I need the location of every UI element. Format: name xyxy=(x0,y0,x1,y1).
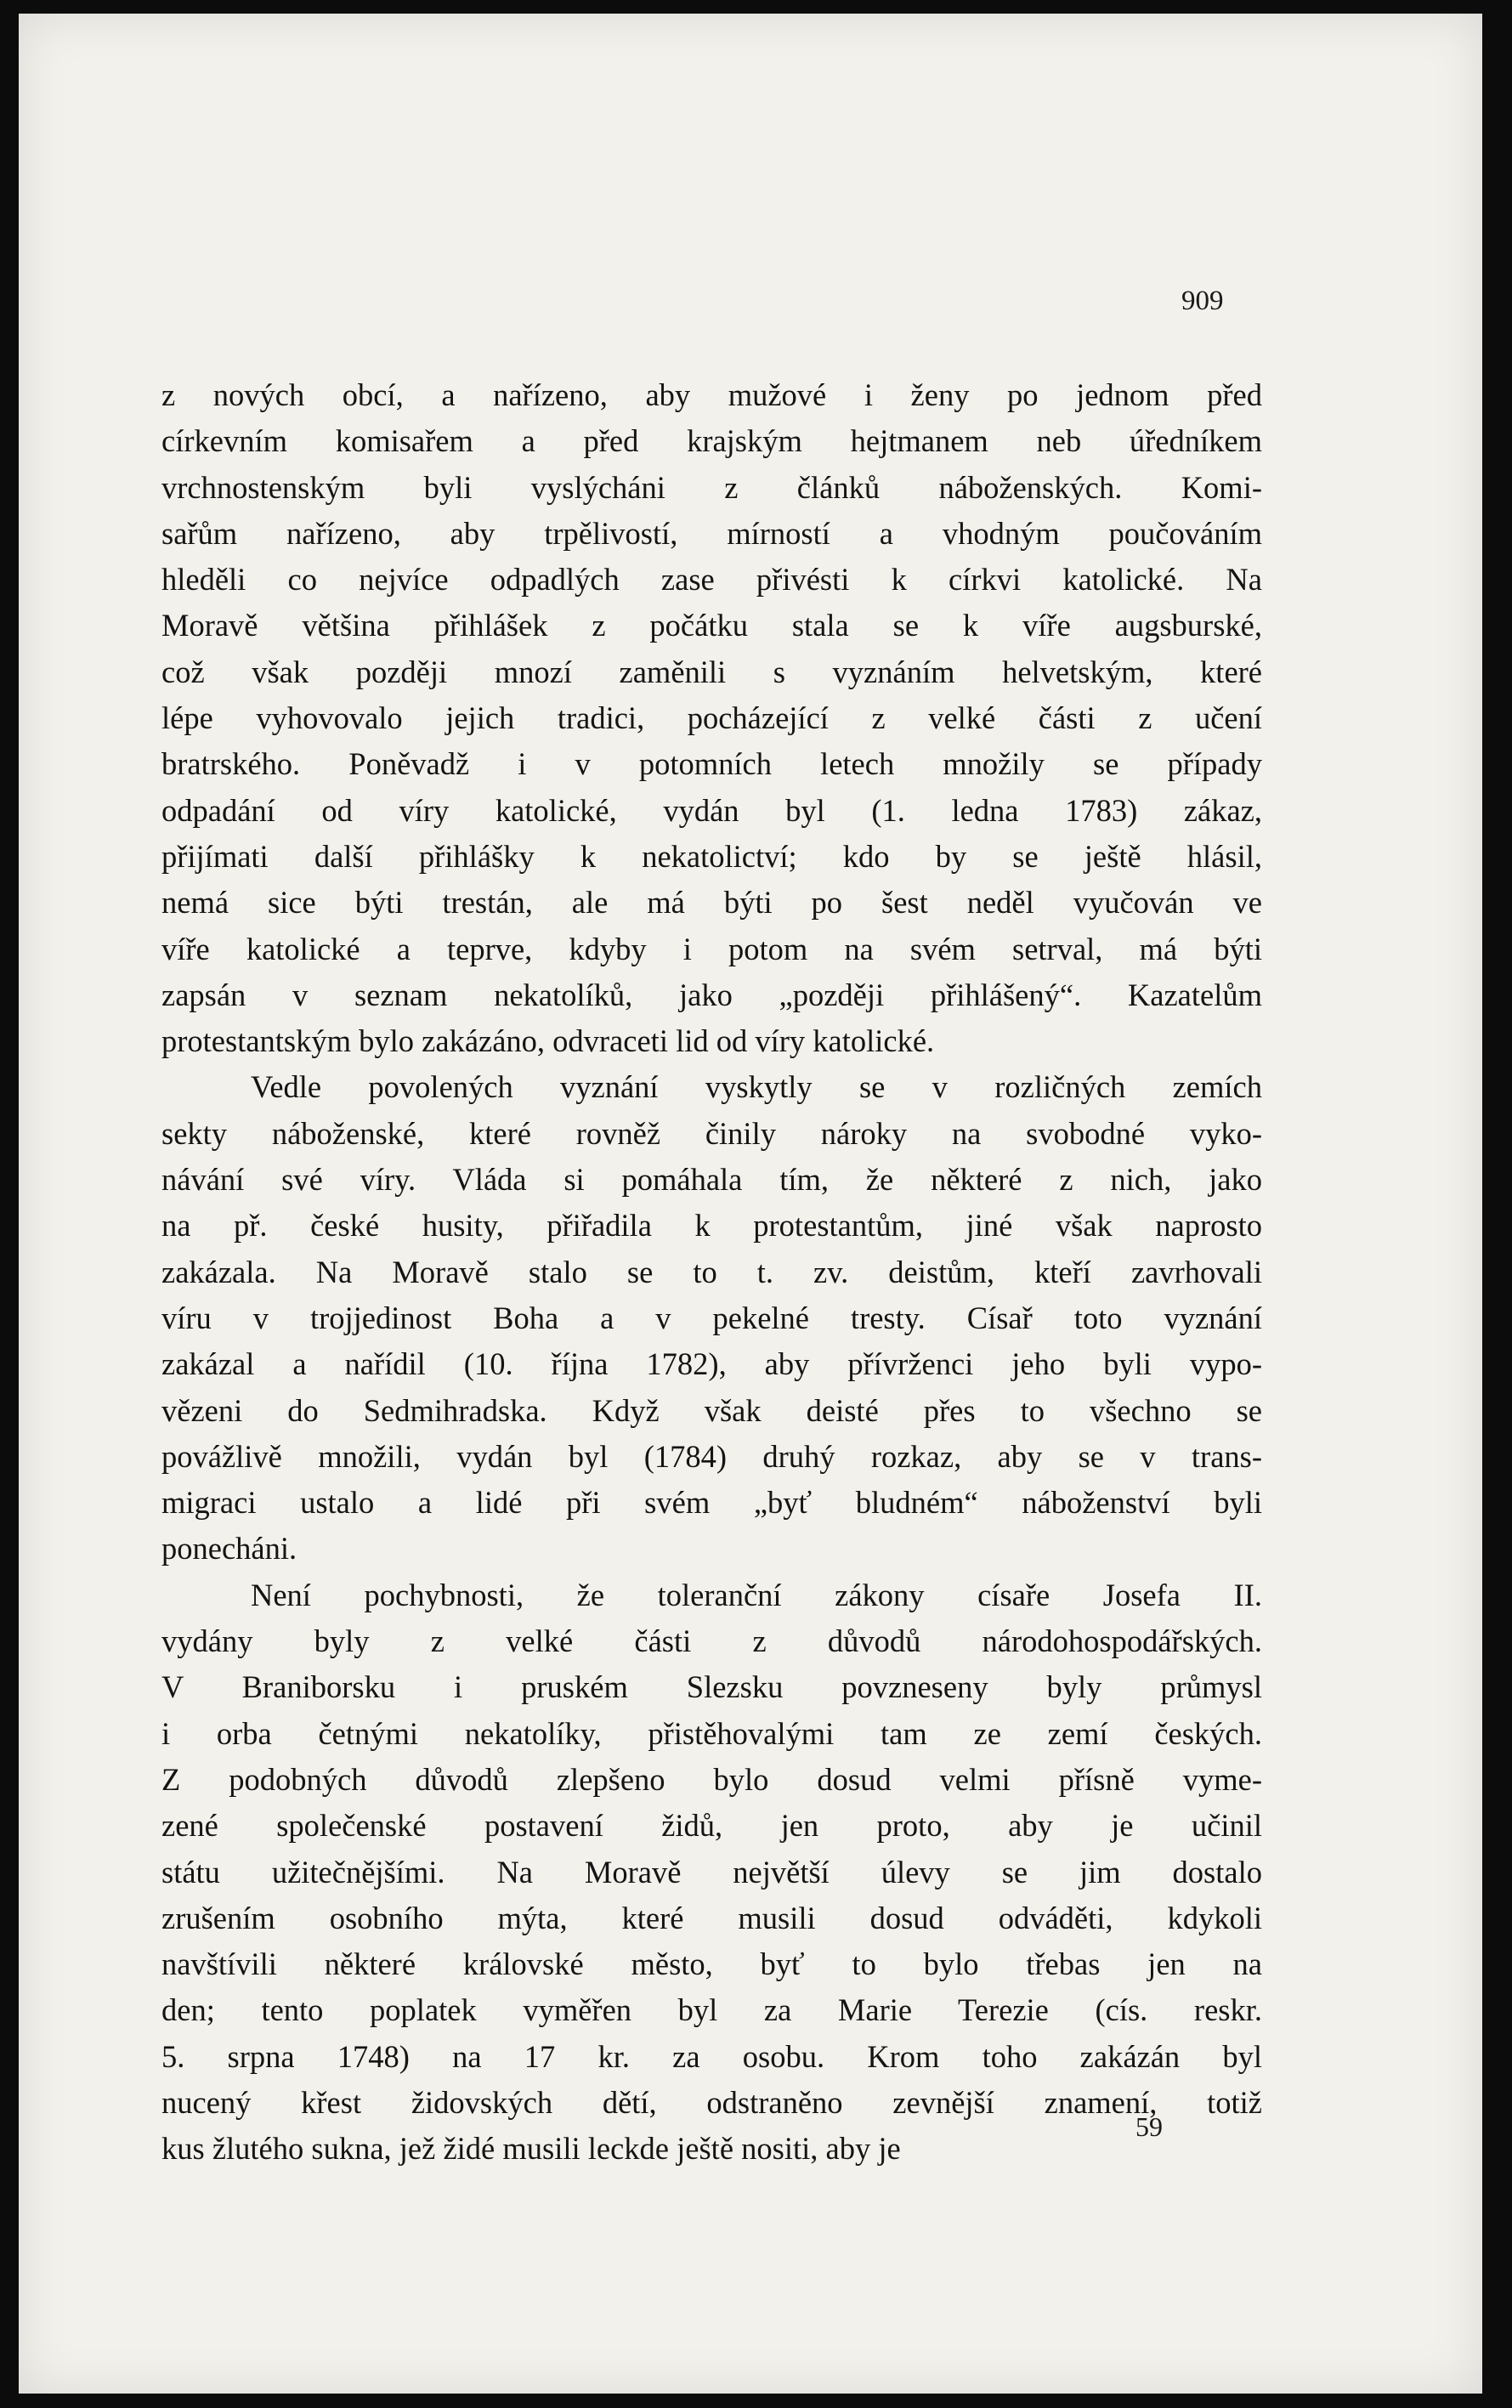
text-line: sekty náboženské, které rovněž činily nároky na svobodné vyko- xyxy=(161,1115,1262,1151)
text-line: vrchnostenským byli vyslýcháni z článků náboženských. Komi- xyxy=(161,469,1262,505)
text-line: povážlivě množili, vydán byl (1784) druhý rozkaz, aby se v trans- xyxy=(161,1438,1262,1474)
text-line: lépe vyhovovalo jejich tradici, pocházející z velké části z učení xyxy=(161,700,1262,736)
text-line: Moravě většina přihlášek z počátku stala se k víře augsburské, xyxy=(161,608,1262,643)
text-line: Z podobných důvodů zlepšeno bylo dosud velmi přísně vyme- xyxy=(161,1761,1262,1797)
paragraph xyxy=(161,1064,1262,1572)
text-line: kus žlutého sukna, jež židé musili leckde ještě nositi, aby je xyxy=(161,2131,901,2167)
page-number: 909 xyxy=(1181,286,1224,316)
signature-mark: 59 xyxy=(1135,2111,1163,2142)
text-line: hleděli co nejvíce odpadlých zase přivésti k církvi katolické. Na xyxy=(161,562,1262,598)
text-line: vězeni do Sedmihradska. Když však deisté přes to všechno se xyxy=(161,1392,1262,1428)
text-line: víru v trojjedinost Boha a v pekelné tresty. Císař toto vyznání xyxy=(161,1300,1262,1335)
paragraph xyxy=(161,372,1262,1064)
text-line: vydány byly z velké části z důvodů národohospodářských. xyxy=(161,1623,1262,1659)
text-line: zapsán v seznam nekatolíků, jako „později přihlášený“. Kazatelům xyxy=(161,977,1262,1012)
text-line: zakázal a nařídil (10. října 1782), aby přívrženci jeho byli vypo- xyxy=(161,1346,1262,1382)
text-line: ponecháni. xyxy=(161,1531,297,1567)
text-line: i orba četnými nekatolíky, přistěhovalými tam ze zemí českých. xyxy=(161,1715,1262,1751)
text-line: návání své víry. Vláda si pomáhala tím, že některé z nich, jako xyxy=(161,1162,1262,1198)
text-line: bratrského. Poněvadž i v potomních letech množily se případy xyxy=(161,746,1262,782)
text-line: na př. české husity, přiřadila k protestantům, jiné však naprosto xyxy=(161,1208,1262,1244)
text-line: přijímati další přihlášky k nekatolictví; kdo by se ještě hlásil, xyxy=(161,838,1262,874)
book-page xyxy=(19,14,1482,2394)
paragraph xyxy=(161,1572,1262,2173)
text-line: což však později mnozí zaměnili s vyznáním helvetským, které xyxy=(161,654,1262,689)
body-text xyxy=(161,372,1262,2173)
text-line: migraci ustalo a lidé při svém „byť bludném“ náboženství byli xyxy=(161,1485,1262,1521)
text-line: protestantským bylo zakázáno, odvraceti lid od víry katolické. xyxy=(161,1023,935,1059)
text-line: z nových obcí, a nařízeno, aby mužové i ženy po jednom před xyxy=(161,377,1262,412)
text-line: státu užitečnějšími. Na Moravě největší úlevy se jim dostalo xyxy=(161,1854,1262,1890)
text-line: nemá sice býti trestán, ale má býti po šest neděl vyučován ve xyxy=(161,885,1262,921)
text-line: den; tento poplatek vyměřen byl za Marie Terezie (cís. reskr. xyxy=(161,1992,1262,2028)
text-line: zrušením osobního mýta, které musili dosud odváděti, kdykoli xyxy=(161,1900,1262,1935)
text-line: Vedle povolených vyznání vyskytly se v rozličných zemích xyxy=(251,1069,1262,1105)
text-line: 5. srpna 1748) na 17 kr. za osobu. Krom toho zakázán byl xyxy=(161,2038,1262,2074)
text-line: sařům nařízeno, aby trpělivostí, mírností a vhodným poučováním xyxy=(161,515,1262,551)
text-line: Není pochybnosti, že toleranční zákony císaře Josefa II. xyxy=(251,1577,1262,1612)
text-line: víře katolické a teprve, kdyby i potom na svém setrval, má býti xyxy=(161,931,1262,966)
text-line: zené společenské postavení židů, jen proto, aby je učinil xyxy=(161,1808,1262,1844)
text-line: zakázala. Na Moravě stalo se to t. zv. deistům, kteří zavrhovali xyxy=(161,1254,1262,1289)
text-line: V Braniborsku i pruském Slezsku povzneseny byly průmysl xyxy=(161,1669,1262,1705)
text-line: navštívili některé královské město, byť to bylo třebas jen na xyxy=(161,1946,1262,1982)
text-line: nucený křest židovských dětí, odstraněno zevnější znamení, totiž xyxy=(161,2084,1262,2120)
text-line: odpadání od víry katolické, vydán byl (1. ledna 1783) zákaz, xyxy=(161,792,1262,828)
text-line: církevním komisařem a před krajským hejtmanem neb úředníkem xyxy=(161,423,1262,459)
